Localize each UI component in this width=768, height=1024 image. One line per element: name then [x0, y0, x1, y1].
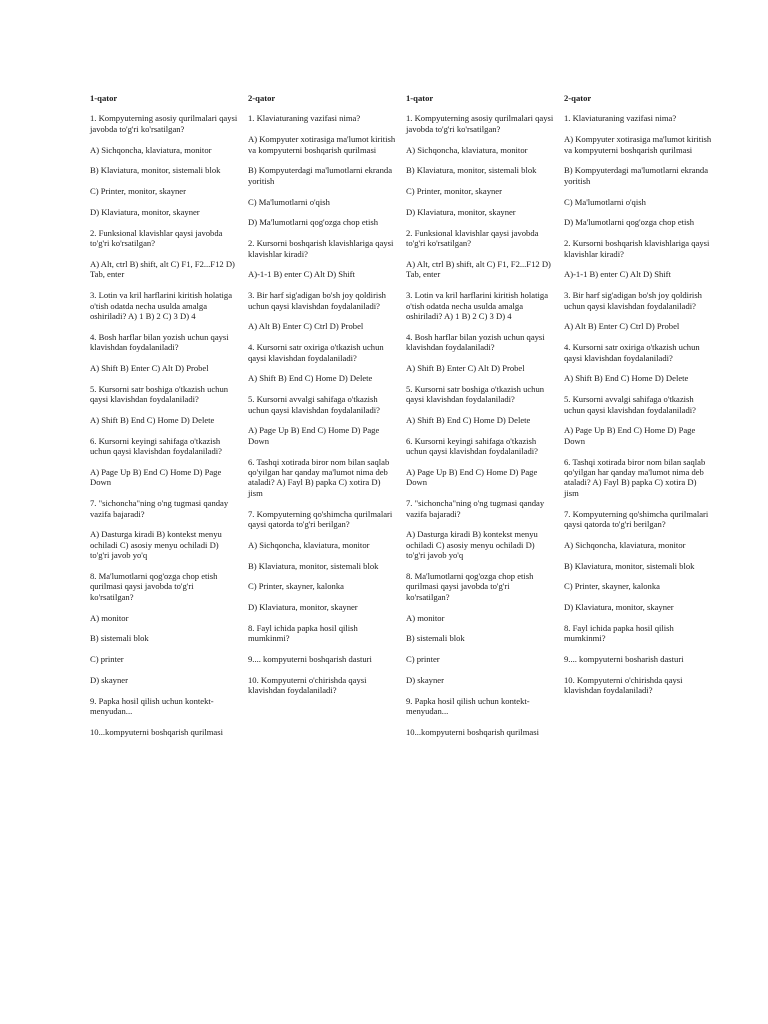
question-line: C) Printer, skayner, kalonka: [248, 581, 344, 592]
question-line: 1. Kompyuterning asosiy qurilmalari qaysi javobda to'g'ri ko'rsatilgan?: [90, 113, 238, 134]
column-title: 2-qator: [564, 93, 592, 103]
question-line: A) monitor: [90, 612, 129, 623]
question-line: 7. Kompyuterning qo'shimcha qurilmalari qaysi qatorda to'g'ri berilgan?: [248, 508, 393, 530]
question-line: 10. Kompyuterni o'chirishda qaysi klavishdan foydalaniladi?: [248, 675, 367, 696]
question-line: B) sistemali blok: [406, 633, 465, 644]
question-line: D) Klaviatura, monitor, skayner: [248, 602, 358, 613]
question-line: 10. Kompyuterni o'chirishda qaysi klavishdan foydalaniladi?: [564, 675, 683, 696]
question-line: A) Sichqoncha, klaviatura, monitor: [406, 144, 528, 155]
question-line: A)-1-1 B) enter C) Alt D) Shift: [564, 269, 671, 280]
column-title: 2-qator: [248, 93, 276, 103]
column-1: [90, 93, 238, 748]
column-3: [406, 93, 554, 748]
question-line: D) Ma'lumotlarni qog'ozga chop etish: [564, 217, 695, 228]
question-line: 5. Kursorni avvalgi sahifaga o'tkazish uchun qaysi klavishdan foydalaniladi?: [248, 394, 380, 415]
question-line: 2. Funksional klavishlar qaysi javobda to'g'ri ko'rsatilgan?: [406, 227, 539, 249]
question-line: 7. Kompyuterning qo'shimcha qurilmalari qaysi qatorda to'g'ri berilgan?: [564, 508, 709, 530]
question-line: 9.... kompyuterni boshqarish dasturi: [248, 654, 372, 665]
question-line: A) Shift B) Enter C) Alt D) Probel: [406, 363, 525, 374]
question-line: A) Shift B) End C) Home D) Delete: [564, 373, 689, 384]
question-line: 4. Bosh harflar bilan yozish uchun qaysi klavishdan foydalaniladi?: [406, 331, 545, 353]
question-line: A) Alt B) Enter C) Ctrl D) Probel: [564, 321, 680, 332]
question-line: 8. Fayl ichida papka hosil qilish mumkinmi?: [248, 623, 358, 644]
question-line: 4. Bosh harflar bilan yozish uchun qaysi klavishdan foydalaniladi?: [90, 331, 229, 353]
question-line: A) Sichqoncha, klaviatura, monitor: [248, 539, 370, 550]
question-line: 7. "sichoncha"ning o'ng tugmasi qanday vazifa bajaradi?: [406, 498, 545, 519]
question-line: 8. Ma'lumotlarni qog'ozga chop etish qurilmasi qaysi javobda to'g'ri ko'rsatilgan?: [90, 571, 218, 602]
question-line: 3. Bir harf sig'adigan bo'sh joy qoldirish uchun qaysi klavishdan foydalaniladi?: [248, 290, 386, 311]
question-line: 2. Funksional klavishlar qaysi javobda to'g'ri ko'rsatilgan?: [90, 227, 223, 249]
question-line: C) printer: [406, 654, 440, 665]
question-line: A) Shift B) End C) Home D) Delete: [248, 373, 373, 384]
question-line: D) Klaviatura, monitor, skayner: [90, 207, 200, 217]
question-line: A) Shift B) End C) Home D) Delete: [90, 415, 215, 426]
question-line: 3. Bir harf sig'adigan bo'sh joy qoldirish uchun qaysi klavishdan foydalaniladi?: [564, 290, 702, 311]
question-line: 8. Fayl ichida papka hosil qilish mumkinmi?: [564, 623, 674, 644]
question-line: A)-1-1 B) enter C) Alt D) Shift: [248, 269, 355, 280]
question-line: 5. Kursorni satr boshiga o'tkazish uchun qaysi klavishdan foydalaniladi?: [406, 383, 545, 405]
question-line: A) Alt, ctrl B) shift, alt C) F1, F2...F12 D) Tab, enter: [90, 259, 235, 280]
question-line: A) monitor: [406, 612, 445, 623]
question-line: C) Ma'lumotlarni o'qish: [564, 196, 646, 207]
question-line: 1. Klaviaturaning vazifasi nima?: [248, 113, 361, 124]
question-line: B) Klaviatura, monitor, sistemali blok: [564, 560, 695, 571]
question-line: A) Sichqoncha, klaviatura, monitor: [90, 144, 212, 155]
question-line: 5. Kursorni avvalgi sahifaga o'tkazish uchun qaysi klavishdan foydalaniladi?: [564, 394, 696, 415]
column-title: 1-qator: [90, 93, 118, 103]
question-line: D) Ma'lumotlarni qog'ozga chop etish: [248, 217, 379, 228]
question-line: A) Shift B) Enter C) Alt D) Probel: [90, 363, 209, 374]
question-line: A) Page Up B) End C) Home D) Page Down: [248, 425, 380, 446]
question-line: A) Dasturga kiradi B) kontekst menyu ochiladi C) asosiy menyu ochiladi D) to'g'ri javob yo'q: [90, 529, 222, 561]
question-line: A) Kompyuter xotirasiga ma'lumot kiritish va kompyuterni boshqarish qurilmasi: [248, 134, 396, 155]
column-2: [248, 93, 396, 706]
question-line: C) Printer, monitor, skayner: [90, 186, 186, 197]
question-line: D) Klaviatura, monitor, skayner: [406, 207, 516, 217]
question-line: 6. Tashqi xotirada biror nom bilan saqlab qo'yilgan har qanday ma'lumot nima deb ataladi? A) Fayl B) papka C) xotira D) jism: [248, 456, 390, 498]
question-line: 10...kompyuterni boshqarish qurilmasi: [406, 727, 539, 738]
question-line: B) Klaviatura, monitor, sistemali blok: [406, 165, 537, 176]
question-line: A) Page Up B) End C) Home D) Page Down: [564, 425, 696, 446]
question-line: 3. Lotin va kril harflarini kiritish holatiga o'tish odatda necha usulda amalga oshiriladi? A) 1 B) 2 C) 3 D) 4: [90, 290, 233, 322]
question-line: 5. Kursorni satr boshiga o'tkazish uchun qaysi klavishdan foydalaniladi?: [90, 383, 229, 405]
question-line: C) Printer, skayner, kalonka: [564, 581, 660, 592]
question-line: 2. Kursorni boshqarish klavishlariga qaysi klavishlar kiradi?: [248, 238, 394, 259]
question-line: D) skayner: [90, 675, 128, 686]
question-line: 4. Kursorni satr oxiriga o'tkazish uchun qaysi klavishdan foydalaniladi?: [564, 342, 700, 363]
question-line: A) Dasturga kiradi B) kontekst menyu ochiladi C) asosiy menyu ochiladi D) to'g'ri javob yo'q: [406, 529, 538, 561]
question-line: 4. Kursorni satr oxiriga o'tkazish uchun qaysi klavishdan foydalaniladi?: [248, 342, 384, 363]
question-line: B) Kompyuterdagi ma'lumotlarni ekranda yoritish: [248, 165, 393, 186]
question-line: C) Ma'lumotlarni o'qish: [248, 196, 330, 207]
question-line: 6. Kursorni keyingi sahifaga o'tkazish uchun qaysi klavishdan foydalaniladi?: [406, 435, 538, 457]
question-line: A) Page Up B) End C) Home D) Page Down: [90, 467, 222, 488]
question-line: 8. Ma'lumotlarni qog'ozga chop etish qurilmasi qaysi javobda to'g'ri ko'rsatilgan?: [406, 571, 534, 602]
question-line: 6. Kursorni keyingi sahifaga o'tkazish uchun qaysi klavishdan foydalaniladi?: [90, 435, 222, 457]
question-line: 1. Klaviaturaning vazifasi nima?: [564, 113, 677, 124]
question-line: B) Klaviatura, monitor, sistemali blok: [248, 560, 379, 571]
column-title: 1-qator: [406, 93, 434, 103]
question-line: 7. "sichoncha"ning o'ng tugmasi qanday vazifa bajaradi?: [90, 498, 229, 519]
question-line: C) printer: [90, 654, 124, 665]
question-line: 1. Kompyuterning asosiy qurilmalari qaysi javobda to'g'ri ko'rsatilgan?: [406, 113, 554, 134]
question-line: A) Page Up B) End C) Home D) Page Down: [406, 467, 538, 488]
question-line: 3. Lotin va kril harflarini kiritish holatiga o'tish odatda necha usulda amalga oshiriladi? A) 1 B) 2 C) 3 D) 4: [406, 290, 549, 322]
question-line: A) Alt B) Enter C) Ctrl D) Probel: [248, 321, 364, 332]
question-line: 9. Papka hosil qilish uchun kontekt-menyudan...: [406, 695, 530, 717]
question-line: D) Klaviatura, monitor, skayner: [564, 602, 674, 613]
question-line: 9. Papka hosil qilish uchun kontekt-menyudan...: [90, 695, 214, 717]
question-line: A) Shift B) End C) Home D) Delete: [406, 415, 531, 426]
column-4: [564, 93, 712, 706]
question-line: D) skayner: [406, 675, 444, 686]
question-line: 9.... kompyuterni bosharish dasturi: [564, 654, 684, 665]
question-line: 10...kompyuterni boshqarish qurilmasi: [90, 727, 223, 738]
question-line: A) Sichqoncha, klaviatura, monitor: [564, 539, 686, 550]
question-line: A) Kompyuter xotirasiga ma'lumot kiritish va kompyuterni boshqarish qurilmasi: [564, 134, 712, 155]
question-line: A) Alt, ctrl B) shift, alt C) F1, F2...F12 D) Tab, enter: [406, 259, 551, 280]
question-line: 6. Tashqi xotirada biror nom bilan saqlab qo'yilgan har qanday ma'lumot nima deb ataladi? A) Fayl B) papka C) xotira D) jism: [564, 456, 706, 498]
question-line: C) Printer, monitor, skayner: [406, 186, 502, 197]
question-line: B) Klaviatura, monitor, sistemali blok: [90, 165, 221, 176]
question-line: 2. Kursorni boshqarish klavishlariga qaysi klavishlar kiradi?: [564, 238, 710, 259]
question-line: B) Kompyuterdagi ma'lumotlarni ekranda yoritish: [564, 165, 709, 186]
question-line: B) sistemali blok: [90, 633, 149, 644]
